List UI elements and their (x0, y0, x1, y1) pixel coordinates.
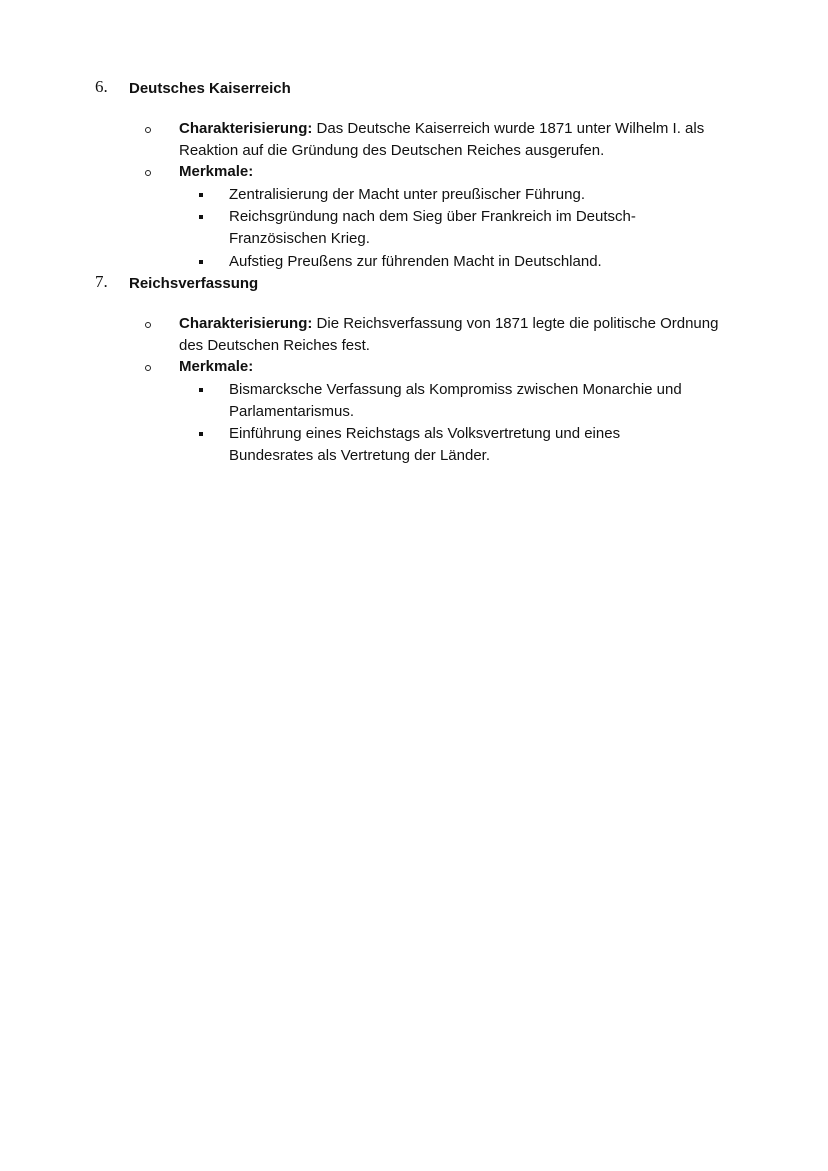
square-bullet-icon (199, 432, 203, 436)
characterization-text: Das Deutsche Kaiserreich wurde 1871 unter Wilhelm I. als Reaktion auf die Gründung des Deutschen Reiches ausgerufen. (179, 120, 705, 159)
list-number: 7. (95, 272, 108, 291)
square-bullet-icon (199, 215, 203, 219)
characterization-label: Charakterisierung: (179, 315, 313, 332)
circle-bullet-icon (145, 365, 151, 371)
feature-item: Reichsgründung nach dem Sieg über Frankreich im Deutsch-Französischen Krieg. (229, 208, 636, 247)
characterization-label: Charakterisierung: (179, 120, 313, 137)
square-bullet-icon (199, 193, 203, 197)
list-number: 6. (95, 77, 108, 96)
square-bullet-icon (199, 388, 203, 392)
feature-item: Bismarcksche Verfassung als Kompromiss zwischen Monarchie und Parlamentarismus. (229, 381, 682, 420)
characterization (179, 118, 764, 161)
circle-bullet-icon (145, 127, 151, 133)
square-bullet-icon (199, 260, 203, 264)
feature-item: Einführung eines Reichstags als Volksvertretung und eines Bundesrates als Vertretung der Länder. (229, 425, 621, 464)
characterization-text: Die Reichsverfassung von 1871 legte die politische Ordnung des Deutschen Reiches fest. (179, 315, 719, 354)
features-label: Merkmale: (179, 163, 254, 180)
feature-item: Zentralisierung der Macht unter preußischer Führung. (229, 186, 586, 203)
characterization (179, 313, 739, 356)
feature-item: Aufstieg Preußens zur führenden Macht in Deutschland. (229, 253, 602, 270)
circle-bullet-icon (145, 170, 151, 176)
features-label: Merkmale: (179, 358, 254, 375)
section-heading: Reichsverfassung (129, 275, 259, 292)
section-heading: Deutsches Kaiserreich (129, 80, 291, 97)
circle-bullet-icon (145, 322, 151, 328)
